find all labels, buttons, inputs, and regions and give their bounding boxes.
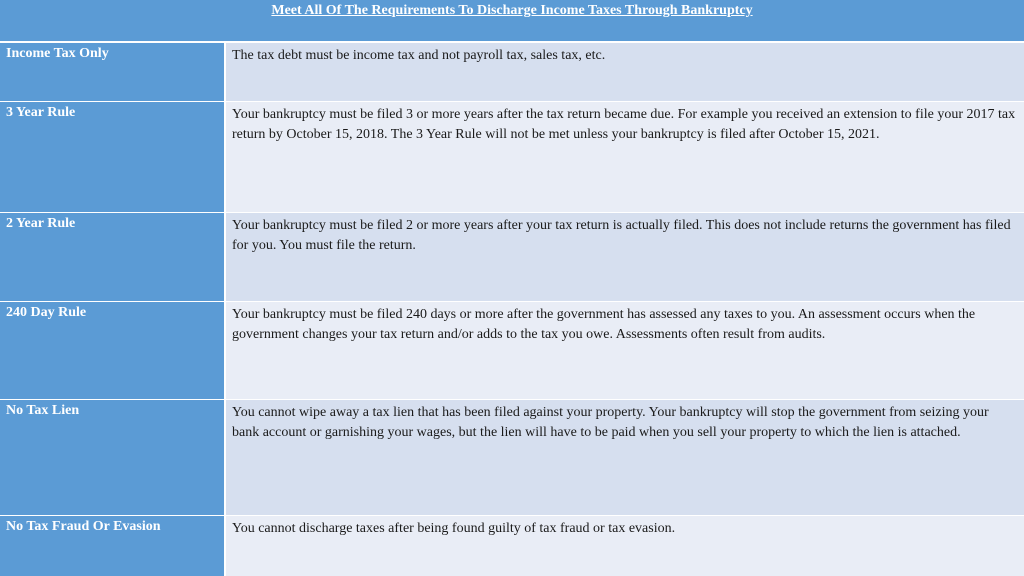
table-row (0, 302, 1024, 400)
row-description: Your bankruptcy must be filed 240 days or more after the government has assessed any taxes to you. An assessment occurs when the government changes your tax return and/or adds to the tax you owe. Assessments often result from audits. (226, 302, 1024, 399)
table-row (0, 400, 1024, 516)
table-row (0, 102, 1024, 213)
table-header (0, 0, 1024, 43)
table-title: Meet All Of The Requirements To Discharge Income Taxes Through Bankruptcy (271, 3, 753, 18)
row-description: Your bankruptcy must be filed 3 or more years after the tax return became due. For example you received an extension to file your 2017 tax return by October 15, 2018. The 3 Year Rule will not be met unless your bankruptcy is filed after October 15, 2021. (226, 102, 1024, 212)
row-label: 3 Year Rule (0, 102, 226, 212)
row-label: No Tax Fraud Or Evasion (0, 516, 226, 576)
row-label: No Tax Lien (0, 400, 226, 515)
row-description: The tax debt must be income tax and not payroll tax, sales tax, etc. (226, 43, 1024, 101)
table-row (0, 213, 1024, 302)
row-label: 2 Year Rule (0, 213, 226, 301)
row-description: Your bankruptcy must be filed 2 or more years after your tax return is actually filed. This does not include returns the government has filed for you. You must file the return. (226, 213, 1024, 301)
row-label: 240 Day Rule (0, 302, 226, 399)
table-row (0, 43, 1024, 102)
row-label: Income Tax Only (0, 43, 226, 101)
row-description: You cannot wipe away a tax lien that has been filed against your property. Your bankruptcy will stop the government from seizing your bank account or garnishing your wages, but the lien will have to be paid when you sell your property to which the lien is attached. (226, 400, 1024, 515)
row-description: You cannot discharge taxes after being found guilty of tax fraud or tax evasion. (226, 516, 1024, 576)
table-row (0, 516, 1024, 576)
